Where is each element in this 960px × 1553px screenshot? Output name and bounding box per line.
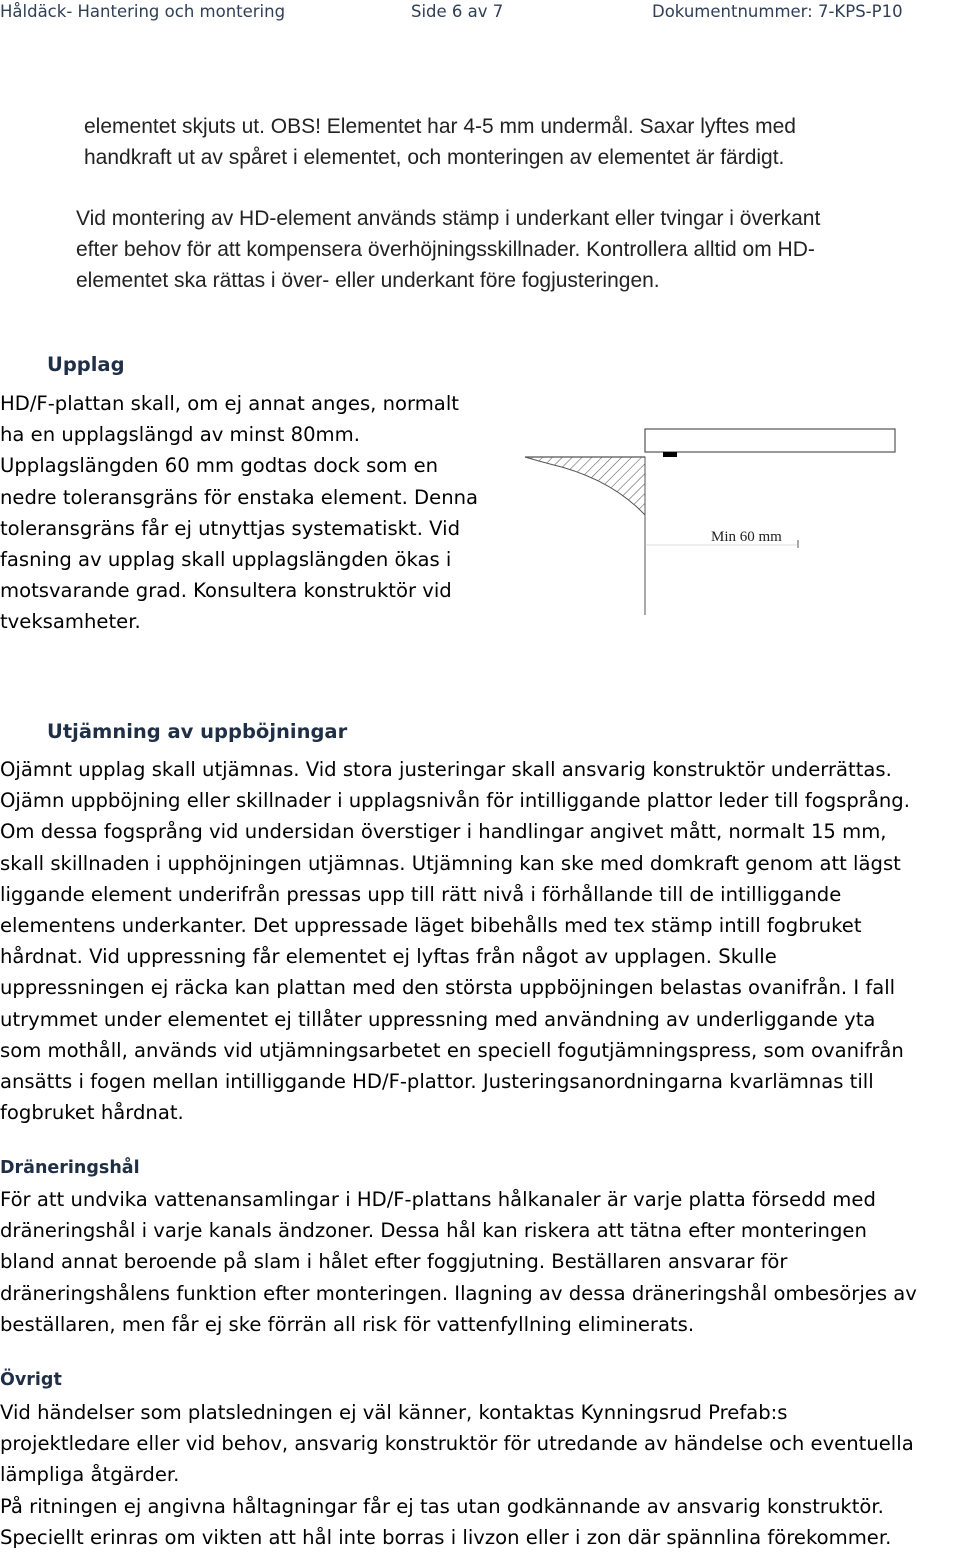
ovrigt-paragraph (0, 1397, 914, 1553)
text-line: toleransgräns får ej utnyttjas systematiskt. Vid (0, 516, 461, 540)
intro-paragraph-1 (84, 111, 796, 173)
header-document-number: Dokumentnummer: 7-KPS-P10 (652, 2, 903, 21)
text-line: HD/F-plattan skall, om ej annat anges, normalt (0, 392, 459, 415)
text-line: beställaren, men får ej ske förrän all risk för vattenfyllning eliminerats. (0, 1312, 695, 1336)
text-line: Vid händelser som platsledningen ej väl känner, kontaktas Kynningsrud Prefab:s (0, 1401, 788, 1424)
hd-slab-element (645, 429, 895, 452)
draneringshal-paragraph (0, 1184, 917, 1340)
upplag-paragraph (0, 388, 478, 638)
text-line: skall skillnaden i upphöjningen utjämnas. Utjämning kan ske med domkraft genom att lägst (0, 851, 901, 875)
text-line: motsvarande grad. Konsultera konstruktör vid (0, 579, 452, 603)
header-title: Håldäck- Hantering och montering (0, 2, 286, 21)
text-line: ansätts i fogen mellan intilliggande HD/F-plattor. Justeringsanordningarna kvarlämnas till (0, 1070, 874, 1094)
min-length-label: Min 60 mm (711, 529, 782, 545)
section-heading-draneringshal: Dräneringshål (0, 1158, 140, 1178)
hatched-support (525, 457, 645, 515)
bearing-pad (663, 452, 677, 457)
text-line: elementens underkanter. Det uppressade läget bibehålls med tex stämp intill fogbruket (0, 914, 862, 938)
text-line: elementet ska rättas i över- eller underkant före fogjusteringen. (76, 269, 660, 292)
support-length-diagram (520, 420, 900, 620)
text-line: utrymmet under elementet ej tillåter uppressning med användning av underliggande yta (0, 1007, 876, 1031)
text-line: tveksamheter. (0, 610, 141, 634)
text-line: fasning av upplag skall upplagslängden ökas i (0, 548, 452, 572)
utjamning-paragraph (0, 754, 910, 1128)
text-line: handkraft ut av spåret i elementet, och monteringen av elementet är färdigt. (84, 146, 785, 169)
text-line: Vid montering av HD-element används stämp i underkant eller tvingar i överkant (76, 207, 821, 230)
text-line: fogbruket hårdnat. (0, 1101, 184, 1125)
text-line: liggande element underifrån pressas upp till rätt nivå i förhållande till de intilliggande (0, 882, 842, 906)
text-line: efter behov för att kompensera överhöjningsskillnader. Kontrollera alltid om HD- (76, 238, 815, 261)
text-line: hårdnat. Vid uppressning får elementet ej lyftas från något av upplagen. Skulle (0, 945, 777, 969)
intro-paragraph-2 (76, 203, 820, 296)
text-line: ha en upplagslängd av minst 80mm. (0, 423, 360, 447)
text-line: bland annat beroende på slam i hålet efter foggjutning. Beställaren ansvarar för (0, 1250, 788, 1274)
text-line: För att undvika vattenansamlingar i HD/F-plattans hålkanaler är varje platta försedd med (0, 1188, 876, 1211)
text-line: projektledare eller vid behov, ansvarig konstruktör för utredande av händelse och eventuella (0, 1432, 914, 1456)
text-line: lämpliga åtgärder. (0, 1463, 180, 1487)
text-line: Ojämnt upplag skall utjämnas. Vid stora justeringar skall ansvarig konstruktör underrättas. (0, 758, 892, 781)
text-line: uppressningen ej räcka kan plattan med den största uppböjningen belastas ovanifrån. I fall (0, 976, 896, 1000)
text-line: Upplagslängden 60 mm godtas dock som en (0, 454, 439, 478)
text-line: Ojämn uppböjning eller skillnader i upplagsnivån för intilliggande plattor leder till fogsprång. (0, 789, 910, 813)
section-heading-ovrigt: Övrigt (0, 1370, 62, 1390)
section-heading-utjamning: Utjämning av uppböjningar (47, 720, 348, 743)
text-line: dräneringshål i varje kanals ändzoner. Dessa hål kan riskera att tätna efter monteringen (0, 1219, 867, 1243)
text-line: dräneringshålens funktion efter monteringen. Ilagning av dessa dräneringshål ombesörjes av (0, 1281, 917, 1305)
text-line: som mothåll, används vid utjämningsarbetet en speciell fogutjämningspress, som ovanifrån (0, 1038, 904, 1062)
text-line: På ritningen ej angivna håltagningar får ej tas utan godkännande av ansvarig konstruktör. (0, 1494, 884, 1518)
section-heading-upplag: Upplag (47, 353, 125, 376)
text-line: Om dessa fogsprång vid undersidan överstiger i handlingar angivet mått, normalt 15 mm, (0, 820, 887, 844)
header-page-number: Side 6 av 7 (411, 2, 504, 21)
text-line: nedre toleransgräns för enstaka element. Denna (0, 485, 479, 509)
text-line: Speciellt erinras om vikten att hål inte borras i livzon eller i zon där spännlina förekommer. (0, 1525, 892, 1549)
text-line: elementet skjuts ut. OBS! Elementet har 4-5 mm undermål. Saxar lyftes med (84, 115, 796, 138)
